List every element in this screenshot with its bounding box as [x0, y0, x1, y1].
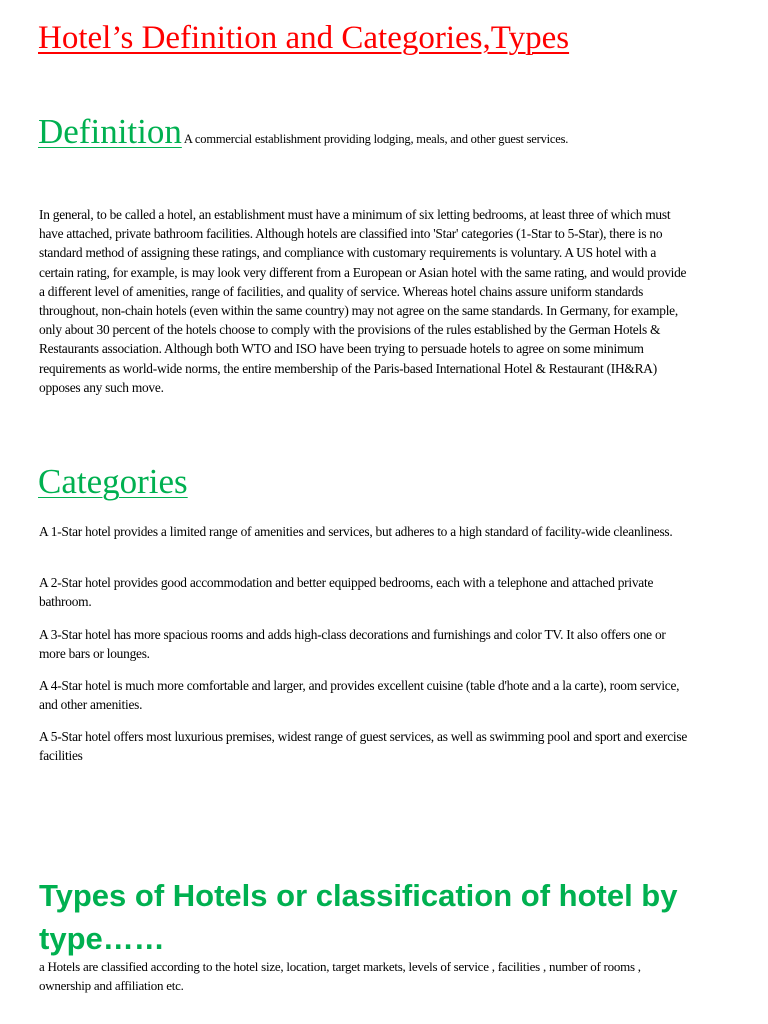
document-title: Hotel’s Definition and Categories,Types: [38, 20, 570, 56]
definition-paragraph: In general, to be called a hotel, an establishment must have a minimum of six letting bedrooms, at least three of which must have attached, private bathroom facilities. Although hotels are classified into 'Star' categories (1-Star to 5-Star), there is no standard method of assigning these ratings, and compliance with customary requirements is voluntary. A US hotel with a certain rating, for example, is may look very different from a European or Asian hotel with the same rating, and would provide a different level of amenities, range of facilities, and quality of service. Whereas hotel chains assure uniform standards throughout, non-chain hotels (even within the same country) may not agree on the same standards. In Germany, for example, only about 30 percent of the hotels choose to comply with the provisions of the rules established by the German Hotels & Restaurants association. Although both WTO and ISO have been trying to persuade hotels to agree on some minimum requirements as world-wide norms, the entire membership of the Paris-based International Hotel & Restaurant (IH&RA) opposes any such move.: [39, 207, 687, 395]
definition-heading: Definition: [38, 112, 182, 151]
definition-inline-text: A commercial establishment providing lodging, meals, and other guest services.: [183, 132, 569, 146]
category-item-4-star: A 4-Star hotel is much more comfortable and larger, and provides excellent cuisine (table d'hote and a la carte), room service, and other amenities.: [39, 678, 680, 713]
category-item-3-star: A 3-Star hotel has more spacious rooms and adds high-class decorations and furnishings and color TV. It also offers one or more bars or lounges.: [39, 627, 666, 662]
category-item-1-star: A 1-Star hotel provides a limited range of amenities and services, but adheres to a high standard of facility-wide cleanliness.: [39, 524, 673, 539]
category-item-5-star: A 5-Star hotel offers most luxurious premises, widest range of guest services, as well as swimming pool and sport and exercise facilities: [39, 729, 688, 764]
types-paragraph: a Hotels are classified according to the hotel size, location, target markets, levels of service , facilities , number of rooms , ownership and affiliation etc.: [39, 959, 641, 993]
types-heading: Types of Hotels or classification of hotel by type……: [39, 878, 678, 956]
definition-row: [38, 112, 568, 152]
category-item-2-star: A 2-Star hotel provides good accommodation and better equipped bedrooms, each with a telephone and attached private bathroom.: [39, 575, 654, 610]
categories-heading: Categories: [38, 462, 188, 501]
